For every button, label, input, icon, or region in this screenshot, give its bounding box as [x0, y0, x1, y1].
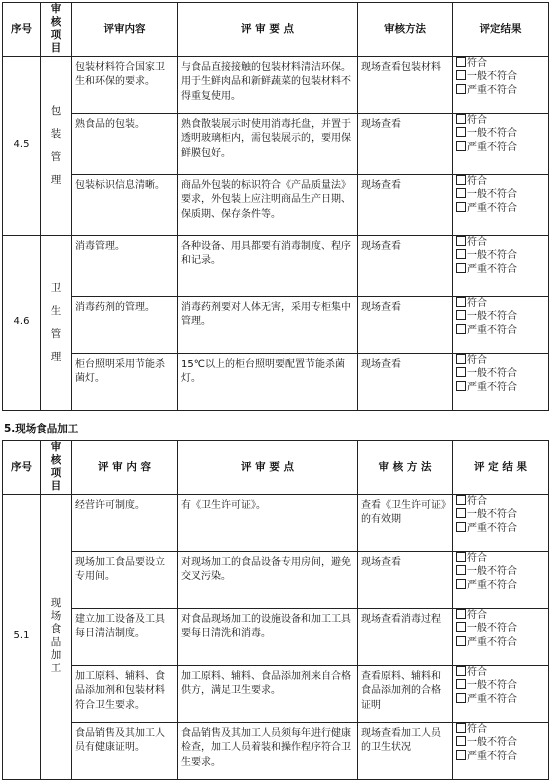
checkbox-icon[interactable]	[456, 57, 466, 67]
review-content: 熟食品的包装。	[72, 113, 178, 174]
option-conform[interactable]: 符合	[456, 297, 545, 311]
review-points: 15℃以上的柜台照明要配置节能杀菌灯。	[178, 353, 358, 410]
option-minor-nonconform[interactable]: 一般不符合	[456, 565, 545, 579]
option-conform[interactable]: 符合	[456, 175, 545, 189]
table-row	[3, 56, 549, 113]
header-points: 评 审 要 点	[178, 441, 358, 495]
audit-method: 现场查看	[358, 235, 453, 296]
audit-method: 现场查看	[358, 551, 453, 608]
result-options	[453, 296, 549, 353]
audit-method: 查看《卫生许可证》的有效期	[358, 494, 453, 551]
option-conform[interactable]: 符合	[456, 723, 545, 737]
header-audit-item: 审核项目	[41, 3, 72, 57]
section-title: 5.现场食品加工	[4, 423, 79, 435]
review-points: 与食品直接接触的包装材料清洁环保。用于生鲜肉品和新鲜蔬菜的包装材料不得重复使用。	[178, 56, 358, 113]
option-major-nonconform[interactable]: 严重不符合	[456, 693, 545, 707]
checkbox-icon[interactable]	[456, 679, 466, 689]
review-points: 熟食散装展示时使用消毒托盘，并置于透明玻璃柜内，需包装展示的，要用保鲜膜包好。	[178, 113, 358, 174]
option-minor-nonconform[interactable]: 一般不符合	[456, 508, 545, 522]
option-major-nonconform[interactable]: 严重不符合	[456, 263, 545, 277]
checkbox-icon[interactable]	[456, 188, 466, 198]
checkbox-icon[interactable]	[456, 84, 466, 94]
option-conform[interactable]: 符合	[456, 495, 545, 509]
checkbox-icon[interactable]	[456, 263, 466, 273]
review-content: 消毒管理。	[72, 235, 178, 296]
header-method: 审 核 方 法	[358, 441, 453, 495]
audit-method: 查看原料、辅料和食品添加剂的合格证明	[358, 665, 453, 722]
review-points: 加工原料、辅料、食品添加剂来自合格供方，满足卫生要求。	[178, 665, 358, 722]
option-minor-nonconform[interactable]: 一般不符合	[456, 127, 545, 141]
checkbox-icon[interactable]	[456, 367, 466, 377]
checkbox-icon[interactable]	[456, 236, 466, 246]
result-options	[453, 665, 549, 722]
option-major-nonconform[interactable]: 严重不符合	[456, 636, 545, 650]
review-points: 食品销售及其加工人员须每年进行健康检查，加工人员着装和操作程序符合卫生要求。	[178, 722, 358, 779]
result-options	[453, 56, 549, 113]
audit-method: 现场查看消毒过程	[358, 608, 453, 665]
table-row	[3, 296, 549, 353]
result-options	[453, 608, 549, 665]
review-points: 商品外包装的标识符合《产品质量法》要求，外包装上应注明商品生产日期、保质期、保存条件等。	[178, 174, 358, 235]
header-audit-item: 审核项目	[41, 441, 72, 495]
header-result: 评定结果	[453, 3, 549, 57]
option-minor-nonconform[interactable]: 一般不符合	[456, 622, 545, 636]
option-conform[interactable]: 符合	[456, 236, 545, 250]
review-points: 各种设备、用具都要有消毒制度、程序和记录。	[178, 235, 358, 296]
table-row	[3, 722, 549, 779]
review-points: 有《卫生许可证》。	[178, 494, 358, 551]
review-content: 经营许可制度。	[72, 494, 178, 551]
option-minor-nonconform[interactable]: 一般不符合	[456, 188, 545, 202]
checkbox-icon[interactable]	[456, 508, 466, 518]
audit-method: 现场查看包装材料	[358, 56, 453, 113]
checkbox-icon[interactable]	[456, 141, 466, 151]
checkbox-icon[interactable]	[456, 552, 466, 562]
option-minor-nonconform[interactable]: 一般不符合	[456, 70, 545, 84]
checkbox-icon[interactable]	[456, 310, 466, 320]
option-minor-nonconform[interactable]: 一般不符合	[456, 679, 545, 693]
review-content: 建立加工设备及工具每日清洁制度。	[72, 608, 178, 665]
option-major-nonconform[interactable]: 严重不符合	[456, 84, 545, 98]
option-conform[interactable]: 符合	[456, 114, 545, 128]
checkbox-icon[interactable]	[456, 249, 466, 259]
item-number: 4.5	[3, 56, 41, 235]
checkbox-icon[interactable]	[456, 324, 466, 334]
audit-method: 现场查看加工人员的卫生状况	[358, 722, 453, 779]
result-options	[453, 551, 549, 608]
header-result: 评 定 结 果	[453, 441, 549, 495]
result-options	[453, 494, 549, 551]
table-row	[3, 551, 549, 608]
option-major-nonconform[interactable]: 严重不符合	[456, 141, 545, 155]
item-category: 包装管理	[41, 56, 72, 235]
table-row	[3, 353, 549, 410]
option-conform[interactable]: 符合	[456, 57, 545, 71]
option-major-nonconform[interactable]: 严重不符合	[456, 202, 545, 216]
table-row	[3, 608, 549, 665]
checkbox-icon[interactable]	[456, 297, 466, 307]
checkbox-icon[interactable]	[456, 70, 466, 80]
audit-method: 现场查看	[358, 174, 453, 235]
checkbox-icon[interactable]	[456, 565, 466, 575]
checkbox-icon[interactable]	[456, 736, 466, 746]
option-minor-nonconform[interactable]: 一般不符合	[456, 310, 545, 324]
header-method: 审核方法	[358, 3, 453, 57]
checkbox-icon[interactable]	[456, 495, 466, 505]
result-options	[453, 113, 549, 174]
review-content: 包装材料符合国家卫生和环保的要求。	[72, 56, 178, 113]
review-content: 包装标识信息清晰。	[72, 174, 178, 235]
checkbox-icon[interactable]	[456, 666, 466, 676]
audit-method: 现场查看	[358, 353, 453, 410]
checkbox-icon[interactable]	[456, 609, 466, 619]
header-content: 评审内容	[72, 3, 178, 57]
table-row	[3, 494, 549, 551]
review-content: 加工原料、辅料、食品添加剂和包装材料符合卫生要求。	[72, 665, 178, 722]
review-content: 现场加工食品要设立专用间。	[72, 551, 178, 608]
header-content: 评 审 内 容	[72, 441, 178, 495]
checkbox-icon[interactable]	[456, 381, 466, 391]
review-table-1	[2, 2, 549, 411]
audit-method: 现场查看	[358, 113, 453, 174]
checkbox-icon[interactable]	[456, 522, 466, 532]
table-header-row	[3, 3, 549, 57]
review-table-2	[2, 440, 549, 780]
option-conform[interactable]: 符合	[456, 666, 545, 680]
item-category: 卫生管理	[41, 235, 72, 410]
option-minor-nonconform[interactable]: 一般不符合	[456, 367, 545, 381]
option-major-nonconform[interactable]: 严重不符合	[456, 579, 545, 593]
checkbox-icon[interactable]	[456, 175, 466, 185]
review-content: 消毒药剂的管理。	[72, 296, 178, 353]
review-content: 柜台照明采用节能杀菌灯。	[72, 353, 178, 410]
option-conform[interactable]: 符合	[456, 354, 545, 368]
option-major-nonconform[interactable]: 严重不符合	[456, 381, 545, 395]
result-options	[453, 353, 549, 410]
table-row	[3, 665, 549, 722]
review-points: 对食品现场加工的设施设备和加工工具要每日清洗和消毒。	[178, 608, 358, 665]
checkbox-icon[interactable]	[456, 693, 466, 703]
item-number: 5.1	[3, 494, 41, 779]
review-points: 对现场加工的食品设备专用房间，避免交叉污染。	[178, 551, 358, 608]
option-major-nonconform[interactable]: 严重不符合	[456, 324, 545, 338]
header-points: 评 审 要 点	[178, 3, 358, 57]
checkbox-icon[interactable]	[456, 750, 466, 760]
result-options	[453, 174, 549, 235]
checkbox-icon[interactable]	[456, 202, 466, 212]
checkbox-icon[interactable]	[456, 114, 466, 124]
item-category: 现场食品加工	[41, 494, 72, 779]
checkbox-icon[interactable]	[456, 723, 466, 733]
checkbox-icon[interactable]	[456, 622, 466, 632]
option-minor-nonconform[interactable]: 一般不符合	[456, 736, 545, 750]
review-points: 消毒药剂要对人体无害，采用专柜集中管理。	[178, 296, 358, 353]
review-content: 食品销售及其加工人员有健康证明。	[72, 722, 178, 779]
option-minor-nonconform[interactable]: 一般不符合	[456, 249, 545, 263]
table-row	[3, 174, 549, 235]
header-serial: 序号	[3, 3, 41, 57]
checkbox-icon[interactable]	[456, 636, 466, 646]
table-row	[3, 113, 549, 174]
option-major-nonconform[interactable]: 严重不符合	[456, 522, 545, 536]
item-number: 4.6	[3, 235, 41, 410]
option-conform[interactable]: 符合	[456, 609, 545, 623]
checkbox-icon[interactable]	[456, 354, 466, 364]
audit-method: 现场查看	[358, 296, 453, 353]
table-row	[3, 235, 549, 296]
checkbox-icon[interactable]	[456, 579, 466, 589]
table-header-row	[3, 441, 549, 495]
checkbox-icon[interactable]	[456, 127, 466, 137]
option-major-nonconform[interactable]: 严重不符合	[456, 750, 545, 764]
result-options	[453, 722, 549, 779]
header-serial: 序号	[3, 441, 41, 495]
result-options	[453, 235, 549, 296]
option-conform[interactable]: 符合	[456, 552, 545, 566]
